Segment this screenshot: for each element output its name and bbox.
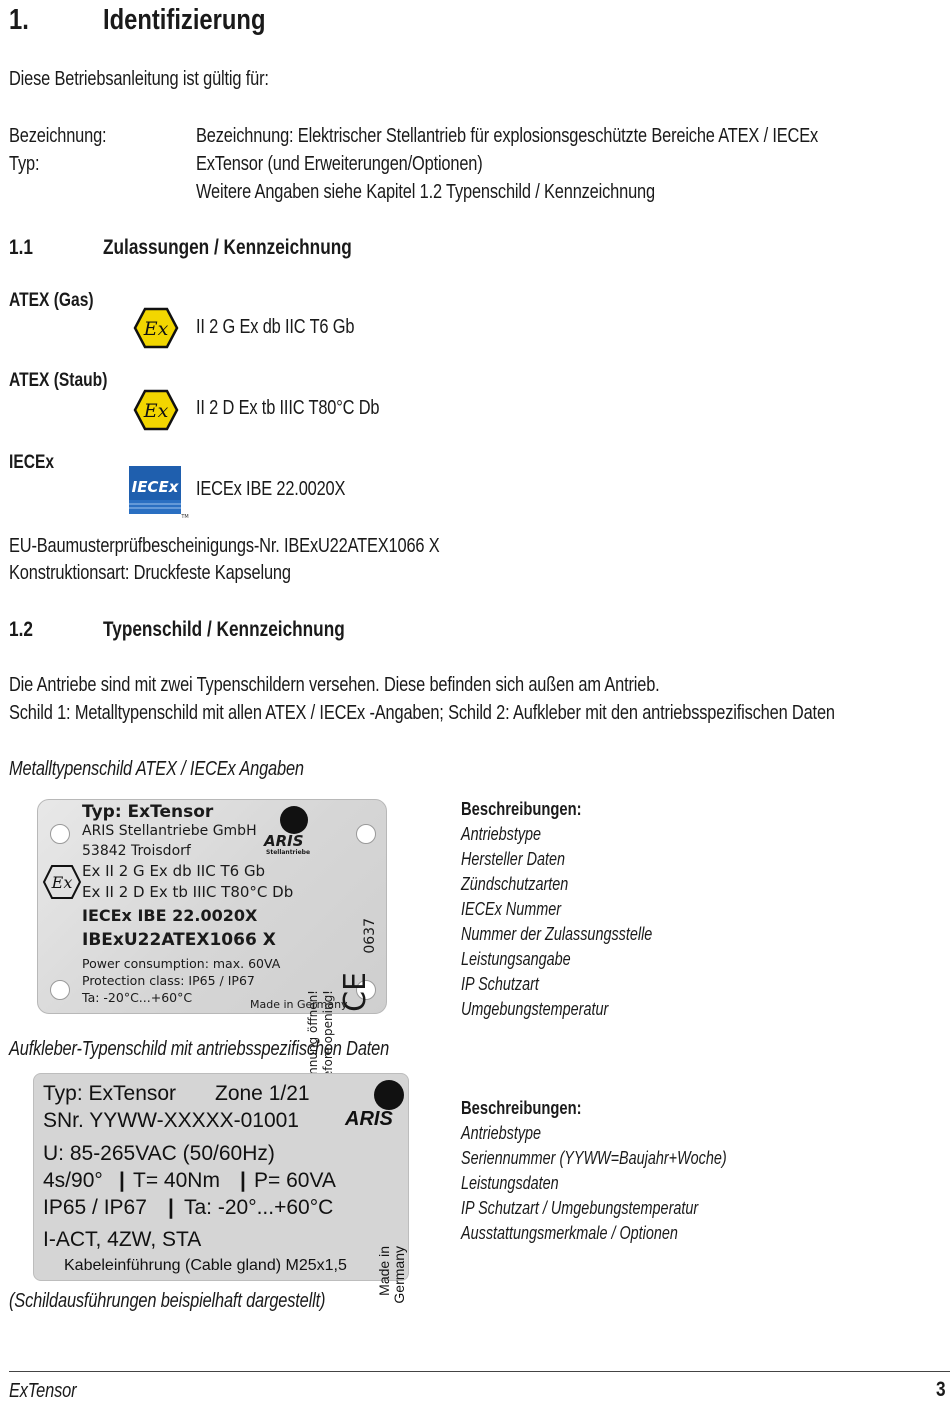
metal-descriptions-title: Beschreibungen: [461, 799, 582, 819]
sticker-protection: IP65 / IP67 [43, 1196, 147, 1219]
plate-iecex-number: IECEx IBE 22.0020X [82, 906, 258, 925]
section-1-2-para2: Schild 1: Metalltypenschild mit allen ATEX / IECEx -Angaben; Schild 2: Aufkleber mit den antriebsspezifischen Daten [9, 702, 835, 724]
sticker-brand: ARIS [345, 1108, 393, 1130]
sticker-serial: SNr. YYWW-XXXXX-01001 [43, 1109, 299, 1132]
metal-description-item: Leistungsangabe [461, 949, 571, 969]
metal-description-item: Umgebungstemperatur [461, 999, 609, 1019]
mounting-hole [50, 980, 70, 1000]
plate-made-in: Made in Germany [250, 998, 348, 1011]
sticker-ambient: Ta: -20°...+60°C [184, 1196, 334, 1219]
sticker-speed: 4s/90° [43, 1169, 103, 1192]
plate-protection: Protection class: IP65 / IP67 [82, 973, 255, 988]
iecex-label: IECEx [9, 452, 55, 473]
footer-product: ExTensor [9, 1380, 77, 1402]
value-more-info: Weitere Angaben siehe Kapitel 1.2 Typenschild / Kennzeichnung [196, 181, 655, 203]
iecex-logo-icon [127, 464, 193, 520]
ce-mark-icon: CE [338, 972, 373, 1012]
sticker-descriptions-title: Beschreibungen: [461, 1098, 582, 1118]
iecex-marking: IECEx IBE 22.0020X [196, 478, 346, 500]
sticker-description-item: Seriennummer (YYWW=Baujahr+Woche) [461, 1148, 727, 1168]
construction-type: Konstruktionsart: Druckfeste Kapselung [9, 562, 291, 584]
page-title: Identifizierung [103, 4, 266, 36]
sticker-description-item: Antriebstype [461, 1123, 542, 1143]
metal-description-item: Zündschutzarten [461, 874, 569, 894]
section-1-1-title: Zulassungen / Kennzeichnung [103, 236, 352, 259]
certificate-number: EU-Baumusterprüfbescheinigungs-Nr. IBExU22ATEX1066 X [9, 535, 440, 557]
ex-hexagon-icon [133, 307, 179, 349]
plate-city: 53842 Troisdorf [82, 843, 191, 859]
mounting-hole [50, 824, 70, 844]
sticker-description-item: Ausstattungsmerkmale / Optionen [461, 1223, 678, 1243]
sticker-zone: Zone 1/21 [215, 1082, 310, 1105]
sticker-torque: T= 40Nm [133, 1169, 220, 1192]
sticker-cable-gland: Kabeleinführung (Cable gland) M25x1,5 [64, 1257, 347, 1274]
svg-text:TM: TM [181, 514, 189, 520]
metal-description-item: Hersteller Daten [461, 849, 566, 869]
metal-description-item: Antriebstype [461, 824, 542, 844]
atex-dust-marking: II 2 D Ex tb IIIC T80°C Db [196, 397, 380, 419]
footer-divider [9, 1371, 950, 1372]
value-bezeichnung: Bezeichnung: Elektrischer Stellantrieb für explosionsgeschützte Bereiche ATEX / IECEx [196, 125, 819, 147]
sticker-type-plate: Typ: ExTensor Zone 1/21 SNr. YYWW-XXXXX-01001 U: 85-265VAC (50/60Hz) 4s/90° | T= 40Nm | P= 60VA IP65 / IP67 | Ta: -20°...+60°C I-ACT, 4ZW, STA Kabeleinführung (Cable gland) M25x1,5 ARIS Made in Germany [33, 1073, 409, 1281]
atex-dust-label: ATEX (Staub) [9, 370, 108, 391]
plate-dust-marking: Ex II 2 D Ex tb IIIC T80°C Db [82, 883, 294, 901]
plate-temperature: Ta: -20°C...+60°C [82, 990, 193, 1005]
metal-type-plate [37, 799, 387, 1014]
section-1-2-title: Typenschild / Kennzeichnung [103, 618, 345, 641]
svg-text:Ex: Ex [51, 873, 73, 892]
sticker-plate-caption: Aufkleber-Typenschild mit antriebsspezifischen Daten [9, 1038, 390, 1060]
plate-brand: ARIS [264, 832, 304, 850]
section-1-1-number: 1.1 [9, 236, 33, 259]
page-number: 3 [936, 1378, 946, 1401]
sticker-voltage: U: 85-265VAC (50/60Hz) [43, 1142, 275, 1165]
plate-gas-marking: Ex II 2 G Ex db IIC T6 Gb [82, 862, 266, 880]
plate-type: Typ: ExTensor [82, 802, 214, 822]
mounting-hole [356, 824, 376, 844]
metal-plate-caption: Metalltypenschild ATEX / IECEx Angaben [9, 758, 304, 780]
sticker-description-item: Leistungsdaten [461, 1173, 559, 1193]
atex-gas-marking: II 2 G Ex db IIC T6 Gb [196, 316, 355, 338]
sticker-power: P= 60VA [254, 1169, 336, 1192]
plate-power: Power consumption: max. 60VA [82, 956, 281, 971]
label-bezeichnung: Bezeichnung: [9, 125, 107, 147]
svg-text:Ex: Ex [143, 318, 169, 340]
metal-description-item: IP Schutzart [461, 974, 539, 994]
sticker-type: Typ: ExTensor [43, 1082, 177, 1105]
plate-company: ARIS Stellantriebe GmbH [82, 823, 257, 839]
sticker-made-in-country: Germany [391, 1246, 407, 1304]
plate-cert-number: IBExU22ATEX1066 X [82, 930, 276, 950]
label-typ: Typ: [9, 153, 40, 175]
atex-gas-label: ATEX (Gas) [9, 290, 94, 311]
intro-text: Diese Betriebsanleitung ist gültig für: [9, 68, 269, 90]
metal-description-item: IECEx Nummer [461, 899, 562, 919]
svg-text:IECEx: IECEx [131, 478, 179, 496]
section-1-2-number: 1.2 [9, 618, 33, 641]
aris-logo-dot [374, 1080, 404, 1110]
section-1-2-para1: Die Antriebe sind mit zwei Typenschildern versehen. Diese befinden sich außen am Antrieb. [9, 674, 660, 696]
aris-logo-dot [280, 806, 308, 834]
plate-ce-number: 0637 [362, 918, 378, 954]
sticker-options: I-ACT, 4ZW, STA [43, 1228, 202, 1251]
example-note: (Schildausführungen beispielhaft dargestellt) [9, 1290, 326, 1312]
sticker-description-item: IP Schutzart / Umgebungstemperatur [461, 1198, 699, 1218]
value-typ: ExTensor (und Erweiterungen/Optionen) [196, 153, 483, 175]
plate-brand-sub: Stellantriebe [266, 849, 311, 856]
svg-text:Ex: Ex [143, 400, 169, 422]
ex-hexagon-icon [42, 864, 82, 900]
heading-number: 1. [9, 4, 29, 36]
metal-description-item: Nummer der Zulassungsstelle [461, 924, 653, 944]
sticker-made-in: Made in [376, 1246, 392, 1296]
ex-hexagon-icon [133, 389, 179, 431]
